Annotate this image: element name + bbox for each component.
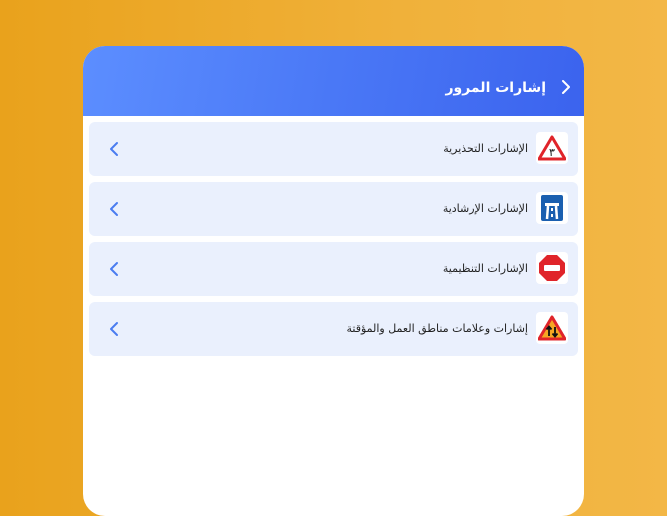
chevron-left-icon[interactable]	[109, 141, 119, 157]
header-bar	[83, 46, 584, 116]
list-item-label: الإشارات الإرشادية	[442, 202, 528, 215]
page-title: إشارات المرور	[445, 80, 546, 96]
list-item-regulatory-signs[interactable]	[89, 242, 578, 296]
chevron-left-icon[interactable]	[109, 201, 119, 217]
category-list	[83, 116, 584, 356]
chevron-left-icon[interactable]	[109, 321, 119, 337]
work-zone-sign-icon	[536, 312, 568, 344]
warning-sign-icon	[536, 132, 568, 164]
list-item-label: الإشارات التنظيمية	[442, 262, 528, 275]
list-item-label: الإشارات التحذيرية	[443, 142, 528, 155]
chevron-right-icon[interactable]	[560, 80, 572, 94]
chevron-left-icon[interactable]	[109, 261, 119, 277]
list-item-label: إشارات وعلامات مناطق العمل والمؤقتة	[346, 322, 528, 335]
guidance-sign-icon	[536, 192, 568, 224]
svg-text:٣: ٣	[549, 146, 555, 159]
list-item-warning-signs[interactable]	[89, 122, 578, 176]
list-item-work-zone-signs[interactable]	[89, 302, 578, 356]
list-item-guidance-signs[interactable]	[89, 182, 578, 236]
regulatory-sign-icon	[536, 252, 568, 284]
signs-card	[83, 46, 584, 516]
